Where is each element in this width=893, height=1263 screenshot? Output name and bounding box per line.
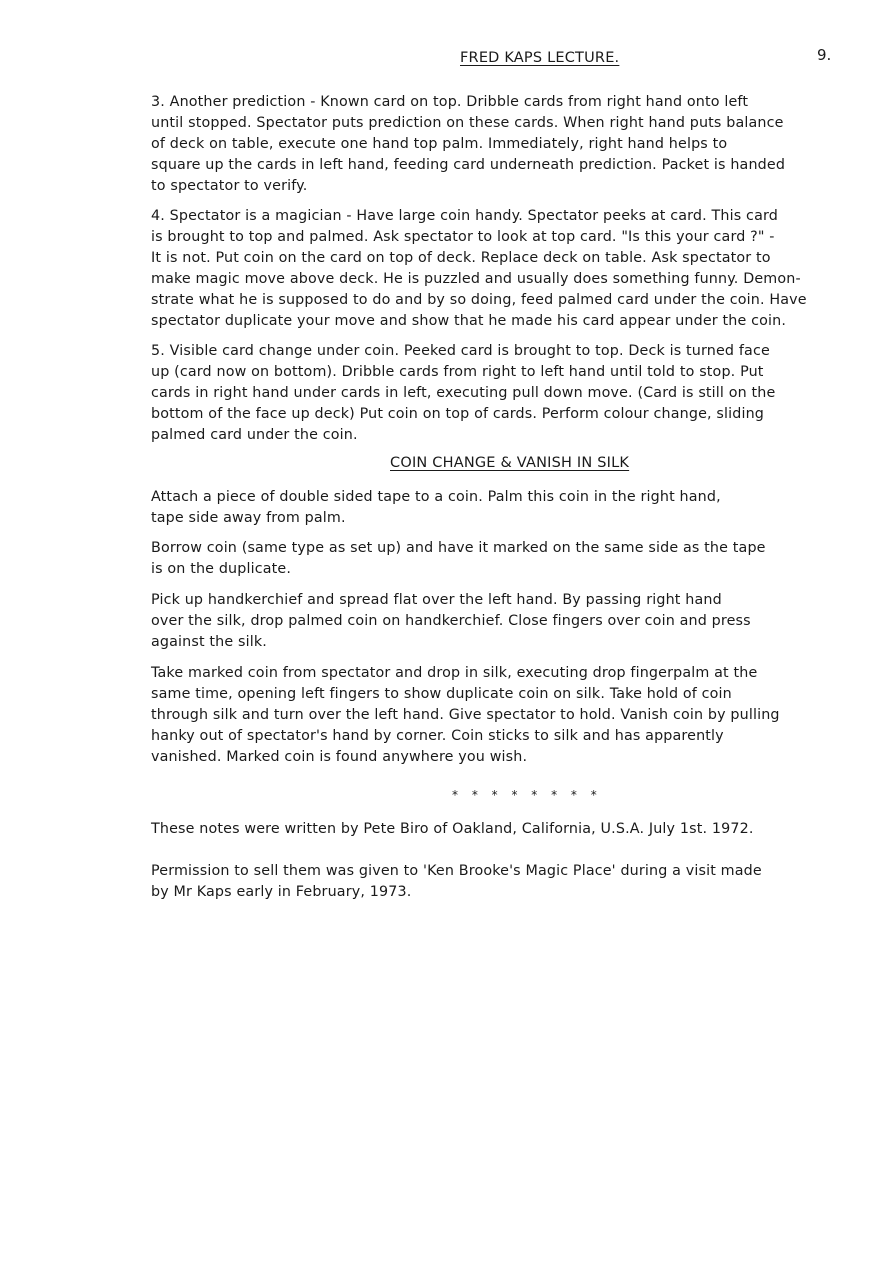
section-paragraph-3: Pick up handkerchief and spread flat over the left hand. By passing right hand over the silk, drop palmed coin on handkerchief. Close fingers over coin and press against the silk. <box>151 592 751 650</box>
credit-text: These notes were written by Pete Biro of Oakland, California, U.S.A. July 1st. 1972. <box>151 821 754 837</box>
permission-note <box>151 861 851 903</box>
permission-text: Permission to sell them was given to 'Ken Brooke's Magic Place' during a visit made by Mr Kaps early in February, 1973. <box>151 863 762 900</box>
item-4-text: 4. Spectator is a magician - Have large coin handy. Spectator peeks at card. This card is brought to top and palmed. Ask spectator to look at top card. "Is this your card ?" - It is not. Put coin on the card on top of deck. Replace deck on table. Ask spectator to make magic move above deck. He is puzzled and usually does something funny. Demon- strate what he is supposed to do and by so doing, feed palmed card under the coin. Have spectator duplicate your move and show that he made his card appear under the coin. <box>151 208 807 329</box>
page-number: 9. <box>817 46 832 64</box>
section-paragraph-4: Take marked coin from spectator and drop in silk, executing drop fingerpalm at the same time, opening left fingers to show duplicate coin on silk. Take hold of coin through silk and turn over the left hand. Give spectator to hold. Vanish coin by pulling hanky out of spectator's hand by corner. Coin sticks to silk and has apparently vanished. Marked coin is found anywhere you wish. <box>151 665 780 765</box>
section-paragraph <box>151 663 851 768</box>
page-header-title: FRED KAPS LECTURE. <box>460 50 620 66</box>
section-paragraph <box>151 590 851 653</box>
section-paragraph <box>151 538 851 580</box>
section-paragraph-2: Borrow coin (same type as set up) and have it marked on the same side as the tape is on the duplicate. <box>151 540 766 577</box>
credit-line <box>151 819 851 840</box>
item-4 <box>151 206 851 332</box>
item-5 <box>151 341 851 446</box>
section-heading: COIN CHANGE & VANISH IN SILK <box>390 455 630 471</box>
separator-stars: * * * * * * * * <box>452 788 602 802</box>
item-5-text: 5. Visible card change under coin. Peeked card is brought to top. Deck is turned face up (card now on bottom). Dribble cards from right to left hand until told to stop. Put cards in right hand under cards in left, executing pull down move. (Card is still on the bottom of the face up deck) Put coin on top of cards. Perform colour change, sliding palmed card under the coin. <box>151 343 776 443</box>
item-3 <box>151 92 851 197</box>
item-3-text: 3. Another prediction - Known card on top. Dribble cards from right hand onto left until stopped. Spectator puts prediction on these cards. When right hand puts balance of deck on table, execute one hand top palm. Immediately, right hand helps to square up the cards in left hand, feeding card underneath prediction. Packet is handed to spectator to verify. <box>151 94 786 194</box>
section-paragraph <box>151 487 851 529</box>
section-paragraph-1: Attach a piece of double sided tape to a coin. Palm this coin in the right hand, tape side away from palm. <box>151 489 721 526</box>
